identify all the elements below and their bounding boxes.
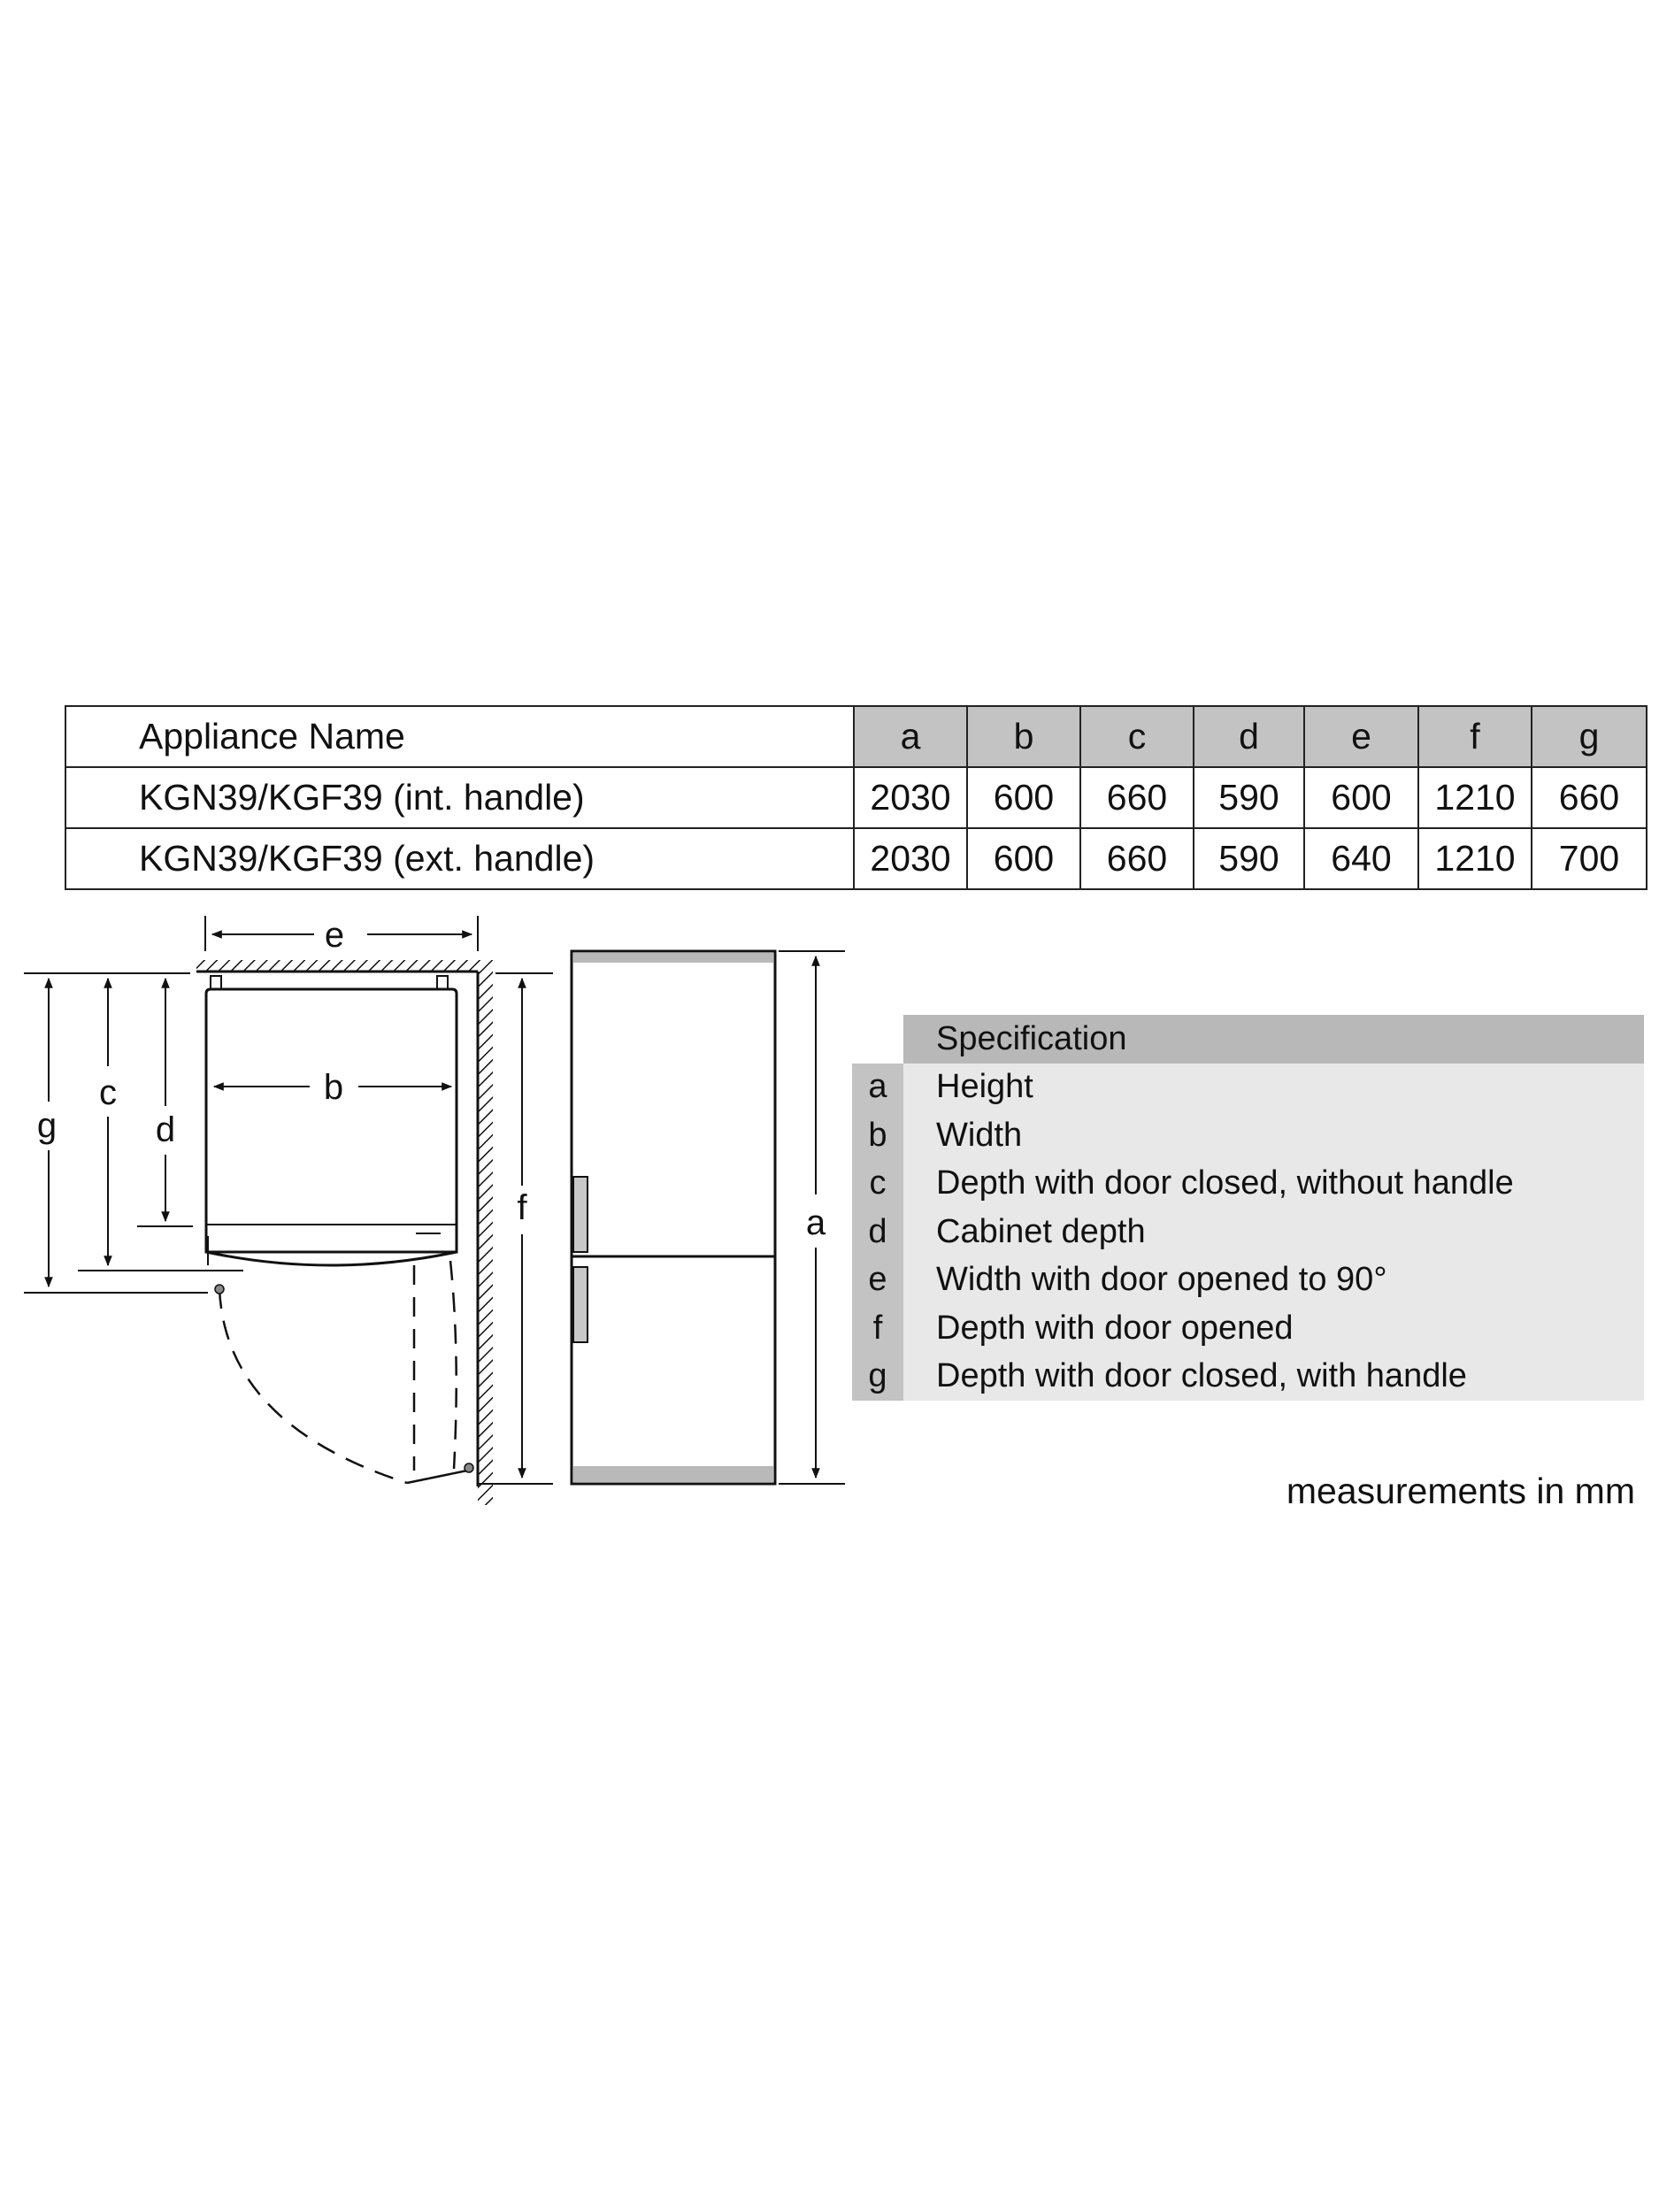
door-swing-arc (219, 1289, 407, 1483)
specification-legend (852, 1015, 1644, 1401)
value-cell: 600 (967, 828, 1080, 889)
column-header-d: d (1194, 706, 1304, 767)
spec-key-blank (852, 1015, 903, 1064)
appliance-body (572, 951, 775, 1484)
dimension-e (205, 916, 478, 955)
top-cover (573, 953, 773, 963)
label-f: f (517, 1188, 527, 1227)
value-cell: 1210 (1418, 828, 1532, 889)
value-cell: 2030 (854, 828, 967, 889)
dimension-a (779, 951, 845, 1484)
list-item (852, 1111, 1644, 1160)
dimension-d (137, 979, 193, 1226)
column-header-e: e (1304, 706, 1418, 767)
list-item (852, 1208, 1644, 1256)
spec-key: a (852, 1064, 903, 1112)
spec-label: Depth with door closed, with handle (903, 1353, 1644, 1402)
column-header-b: b (967, 706, 1080, 767)
hinge-point (215, 1285, 224, 1294)
value-cell: 590 (1194, 767, 1304, 828)
label-d: d (155, 1110, 176, 1149)
spec-key: g (852, 1353, 903, 1402)
value-cell: 660 (1532, 767, 1647, 828)
spec-label: Width with door opened to 90° (903, 1256, 1644, 1305)
base-plinth (573, 1466, 773, 1482)
dimension-g (24, 973, 208, 1293)
spec-label: Height (903, 1064, 1644, 1112)
cabinet-outline (206, 989, 457, 1252)
top-view (206, 976, 473, 1483)
top-wall-hatch (196, 960, 493, 972)
list-item (852, 1353, 1644, 1402)
value-cell: 660 (1080, 828, 1194, 889)
spec-key: f (852, 1304, 903, 1353)
spec-label: Cabinet depth (903, 1208, 1644, 1256)
spec-label: Depth with door opened (903, 1304, 1644, 1353)
spec-key: d (852, 1208, 903, 1256)
list-item (852, 1304, 1644, 1353)
door-front-curve (206, 1252, 457, 1265)
open-door-edge (407, 1471, 467, 1483)
list-item (852, 1064, 1644, 1112)
column-header-a: a (854, 706, 967, 767)
appliance-name-header: Appliance Name (65, 706, 854, 767)
appliance-name-cell: KGN39/KGF39 (ext. handle) (65, 828, 854, 889)
spec-key: b (852, 1111, 903, 1160)
label-e: e (324, 916, 345, 955)
spec-label: Width (903, 1111, 1644, 1160)
value-cell: 660 (1080, 767, 1194, 828)
appliance-name-cell: KGN39/KGF39 (int. handle) (65, 767, 854, 828)
column-header-f: f (1418, 706, 1532, 767)
value-cell: 1210 (1418, 767, 1532, 828)
label-c: c (99, 1073, 117, 1112)
column-header-g: g (1532, 706, 1647, 767)
open-door-right (450, 1261, 457, 1469)
value-cell: 2030 (854, 767, 967, 828)
value-cell: 590 (1194, 828, 1304, 889)
value-cell: 700 (1532, 828, 1647, 889)
spec-key: c (852, 1160, 903, 1209)
spec-label: Depth with door closed, without handle (903, 1160, 1644, 1209)
measurement-unit-note: measurements in mm (1286, 1471, 1635, 1511)
specification-title: Specification (903, 1015, 1644, 1064)
right-wall-hatch (478, 972, 493, 1505)
list-item (852, 1256, 1644, 1305)
lower-handle (573, 1267, 588, 1342)
front-view (572, 951, 775, 1484)
spec-key: e (852, 1256, 903, 1305)
hinge-point-open (465, 1463, 473, 1472)
value-cell: 600 (967, 767, 1080, 828)
column-header-c: c (1080, 706, 1194, 767)
value-cell: 600 (1304, 767, 1418, 828)
label-b: b (323, 1068, 344, 1107)
label-a: a (805, 1203, 826, 1242)
label-g: g (36, 1106, 58, 1145)
value-cell: 640 (1304, 828, 1418, 889)
specification-header (852, 1015, 1644, 1064)
list-item (852, 1160, 1644, 1209)
upper-handle (573, 1177, 588, 1252)
